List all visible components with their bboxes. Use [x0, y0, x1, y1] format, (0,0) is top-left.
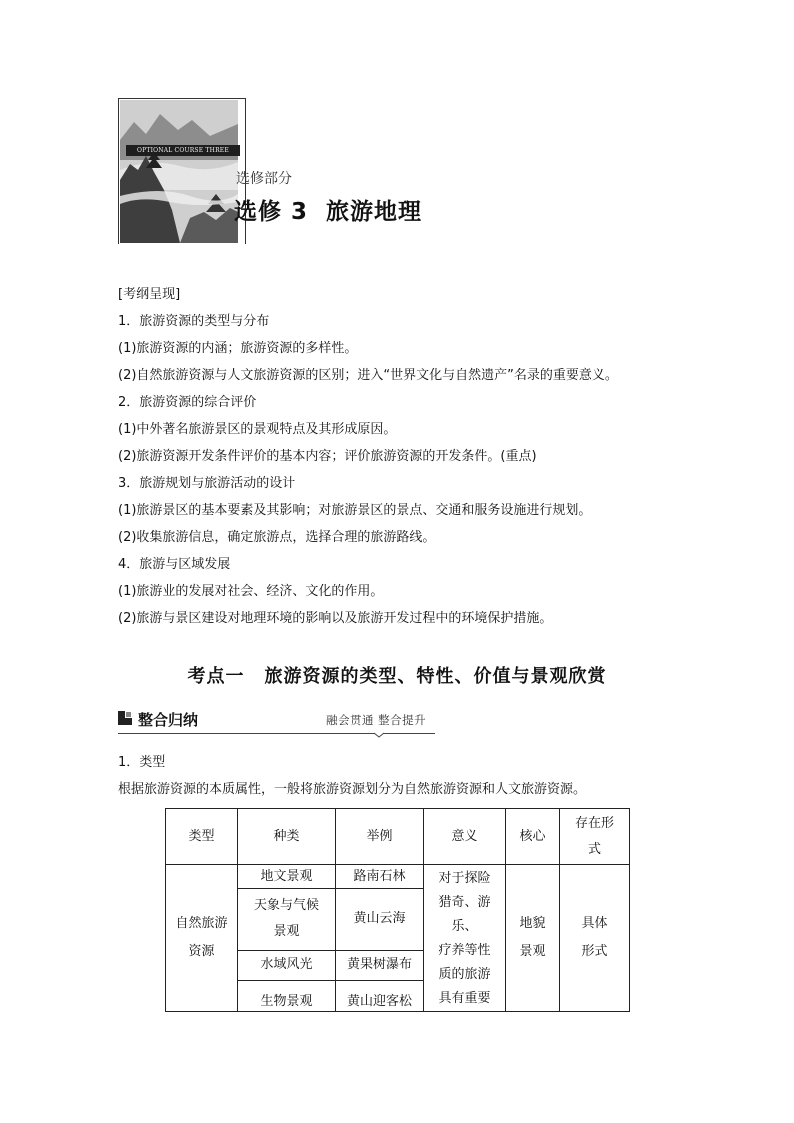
kind-line: 天象与气候 — [253, 898, 319, 914]
example-cell: 黄山云海 — [336, 889, 424, 950]
table-row — [166, 865, 630, 889]
outline-line: 3．旅游规划与旅游活动的设计 — [118, 476, 296, 491]
meaning-line: 质的旅游 — [438, 967, 491, 982]
example-cell: 黄果树瀑布 — [336, 950, 424, 981]
outline-line: (2)旅游与景区建设对地理环境的影响以及旅游开发过程中的环境保护措施。 — [118, 611, 553, 626]
outline-line: (1)旅游业的发展对社会、经济、文化的作用。 — [118, 584, 384, 599]
form-line: 具体 — [581, 916, 608, 931]
mountain-landscape-image — [120, 100, 238, 243]
outline-line: (1)旅游景区的基本要素及其影响；对旅游景区的景点、交通和服务设施进行规划。 — [118, 503, 592, 518]
section-subtitle: 融会贯通 整合提升 — [326, 713, 427, 727]
header-cell: 意义 — [424, 809, 506, 865]
page-title — [234, 193, 422, 226]
meaning-cell — [424, 865, 506, 1012]
kind-cell: 生物景观 — [238, 981, 336, 1012]
outline-line: (2)旅游资源开发条件评价的基本内容；评价旅游资源的开发条件。(重点) — [118, 449, 537, 464]
outline-line: 2．旅游资源的综合评价 — [118, 395, 257, 410]
table-header-row — [166, 809, 630, 865]
example-cell: 路南石林 — [336, 865, 424, 889]
form-line: 形式 — [581, 944, 608, 959]
header-cell: 类型 — [166, 809, 238, 865]
meaning-line: 疗养等性 — [438, 943, 491, 958]
section-label: 选修部分 — [236, 171, 292, 187]
title-text: 旅游地理 — [326, 199, 423, 225]
type-line: 资源 — [188, 944, 215, 959]
header-cell: 核心 — [506, 809, 560, 865]
kaodian-title: 旅游资源的类型、特性、价值与景观欣赏 — [264, 666, 607, 687]
outline-line: (1)中外著名旅游景区的景观特点及其形成原因。 — [118, 422, 397, 437]
header-cell: 种类 — [238, 809, 336, 865]
kaodian-label: 考点一 — [187, 666, 245, 687]
course-band: OPTIONAL COURSE THREE — [126, 145, 240, 156]
intro-paragraph: 根据旅游资源的本质属性，一般将旅游资源划分为自然旅游资源和人文旅游资源。 — [118, 782, 587, 797]
core-line: 地貌 — [519, 916, 546, 931]
section-title: 整合归纳 — [138, 711, 199, 729]
rule-notch-icon — [374, 728, 384, 738]
outline-line: (2)收集旅游信息，确定旅游点，选择合理的旅游路线。 — [118, 530, 436, 545]
kind-line: 景观 — [273, 924, 300, 940]
header-cell-line: 存在形 — [574, 815, 614, 831]
section-square-icon — [118, 711, 132, 725]
kaodian-heading — [0, 662, 794, 688]
meaning-line: 对于探险 — [438, 871, 491, 886]
outline-line: (2)自然旅游资源与人文旅游资源的区别；进入“世界文化与自然遗产”名录的重要意义。 — [118, 368, 618, 383]
type-cell — [166, 865, 238, 1012]
header-cell — [560, 809, 630, 865]
resource-table — [165, 808, 630, 1012]
section-rule — [118, 733, 435, 734]
header-cell-line: 式 — [587, 841, 601, 857]
form-cell — [560, 865, 630, 1012]
cover-photo — [120, 100, 238, 243]
outline-line: (1)旅游资源的内涵；旅游资源的多样性。 — [118, 341, 358, 356]
item-type-heading: 1．类型 — [118, 755, 166, 770]
title-number: 选修 3 — [234, 199, 309, 225]
core-cell — [506, 865, 560, 1012]
kind-cell: 水域风光 — [238, 950, 336, 981]
kind-cell — [238, 889, 336, 950]
example-cell: 黄山迎客松 — [336, 981, 424, 1012]
outline-heading: [考纲呈现] — [118, 287, 181, 302]
type-line: 自然旅游 — [175, 916, 228, 931]
kind-cell: 地文景观 — [238, 865, 336, 889]
core-line: 景观 — [519, 944, 546, 959]
meaning-line: 具有重要 — [438, 991, 491, 1006]
meaning-line: 猎奇、游乐、 — [438, 895, 491, 934]
outline-line: 4．旅游与区域发展 — [118, 557, 231, 572]
outline-line: 1．旅游资源的类型与分布 — [118, 314, 270, 329]
header-cell: 举例 — [336, 809, 424, 865]
